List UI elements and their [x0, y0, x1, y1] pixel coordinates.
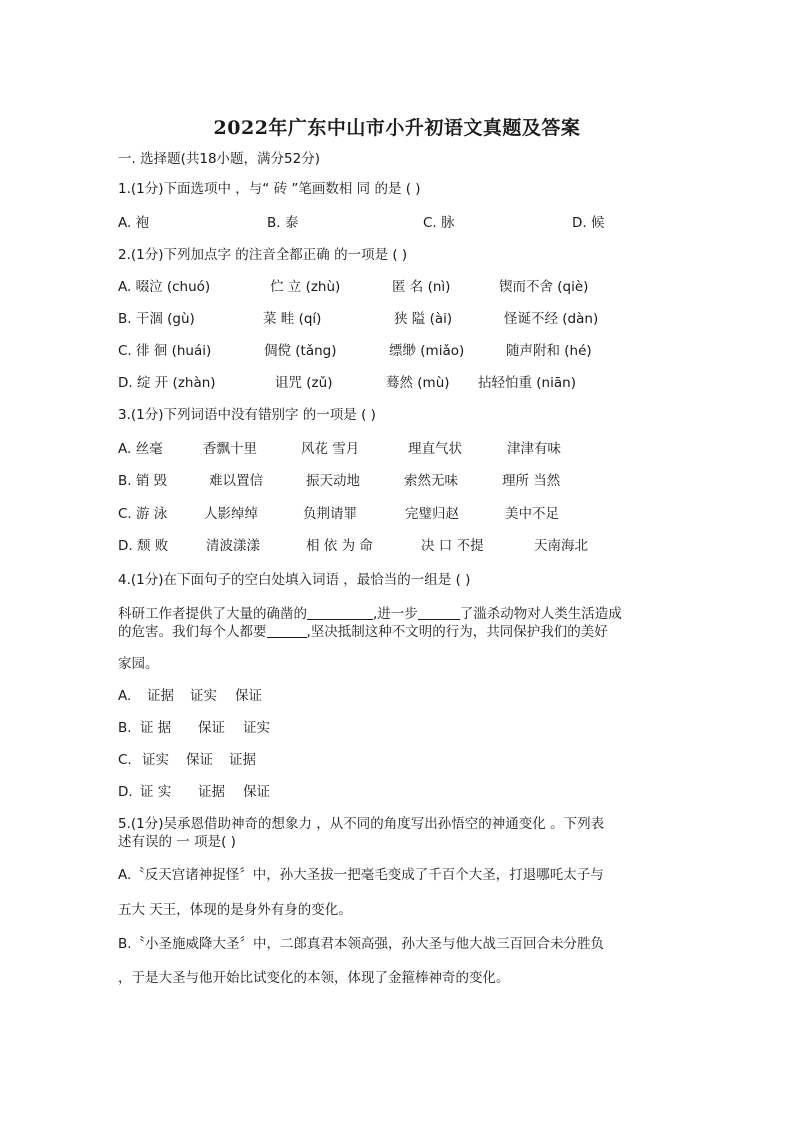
- question-5-option-b: B.〝小圣施威降大圣〞中，二郎真君本领高强，孙大圣与他大战三百回合未分胜负: [118, 936, 605, 952]
- passage-text: 科研工作者提供了大量的确凿的: [118, 606, 307, 622]
- option-d-word-3: 相 依 为 命: [306, 538, 373, 554]
- option-d-word-4: 决 口 不提: [421, 538, 484, 554]
- option-d: D. 候: [572, 215, 605, 231]
- option-letter: B.: [118, 720, 132, 736]
- document-title: 2022年广东中山市小升初语文真题及答案: [213, 117, 581, 139]
- question-5-option-a: A.〝反天宫诸神捉怪〞中，孙大圣拔一把毫毛变成了千百个大圣，打退哪吒太子与: [118, 867, 604, 883]
- question-4-passage-line: 家园。: [118, 656, 159, 672]
- passage-text: 的危害。我们每个人都要: [118, 624, 267, 640]
- option-c-word-1: C. 游 泳: [118, 506, 168, 522]
- option-d-word-1: D. 绽 开 (zhàn): [118, 375, 216, 391]
- passage-text: 了滥杀动物对人类生活造成: [459, 606, 622, 622]
- option-b-word-3: 振天动地: [306, 473, 360, 489]
- option-c-word-2: 倜傥 (tǎng): [264, 343, 337, 359]
- option-b-word-1: B. 销 毁: [118, 473, 168, 489]
- option-b-word-1: B. 干涸 (gù): [118, 311, 195, 327]
- option-c: C. 脉: [423, 215, 455, 231]
- option-b-word-3: 狭 隘 (ài): [394, 311, 453, 327]
- option-a-word-1: A. 丝毫: [118, 441, 163, 457]
- option-c-word-1: C. 徘 徊 (huái): [118, 343, 212, 359]
- fill-blank-3: [267, 624, 307, 638]
- option-word-1: 证据: [147, 688, 174, 704]
- fill-blank-2: [418, 606, 460, 620]
- question-1-stem: 1.(1分)下面选项中 ，与“ 砖 ”笔画数相 同 的是 ( ): [118, 181, 421, 197]
- question-4-stem: 4.(1分)在下面句子的空白处填入词语 ，最恰当的一组是 ( ): [118, 572, 471, 588]
- question-2-stem: 2.(1分)下列加点字 的注音全都正确 的一项是 ( ): [118, 247, 408, 263]
- option-word-1: 证 据: [140, 720, 172, 736]
- option-word-2: 证实: [190, 688, 217, 704]
- option-c-word-4: 完璧归赵: [405, 506, 459, 522]
- option-word-2: 保证: [186, 752, 213, 768]
- option-c-word-3: 负荆请罪: [303, 506, 357, 522]
- option-b-word-4: 索然无味: [404, 473, 458, 489]
- question-4-passage-line: [118, 623, 608, 641]
- section-heading: 一. 选择题(共18小题，满分52分): [118, 151, 320, 167]
- option-word-1: 证 实: [140, 784, 172, 800]
- option-word-3: 保证: [235, 688, 262, 704]
- passage-text: ,坚决抵制这种不文明的行为，共同保护我们的美好: [306, 624, 608, 640]
- option-letter: C.: [118, 752, 132, 768]
- option-d-word-5: 天南海北: [534, 538, 588, 554]
- option-d-word-2: 清波漾漾: [206, 538, 260, 554]
- option-a-word-3: 风花 雪月: [301, 441, 360, 457]
- option-letter: D.: [118, 784, 133, 800]
- option-b-word-2: 菜 畦 (qí): [263, 311, 322, 327]
- option-a: A. 袍: [118, 215, 150, 231]
- option-d-word-2: 诅咒 (zǔ): [275, 375, 333, 391]
- question-5-option-b: ，于是大圣与他开始比试变化的本领，体现了金箍棒神奇的变化。: [118, 970, 510, 986]
- option-b-word-4: 怪诞不经 (dàn): [504, 311, 599, 327]
- option-b-word-5: 理所 当然: [502, 473, 561, 489]
- fill-blank-1: [307, 606, 373, 620]
- option-a-word-1: A. 啜泣 (chuó): [118, 279, 211, 295]
- option-a-word-3: 匿 名 (nì): [392, 279, 451, 295]
- option-b: B. 泰: [267, 215, 299, 231]
- question-3-stem: 3.(1分)下列词语中没有错别字 的一项是 ( ): [118, 407, 376, 423]
- option-word-3: 证实: [243, 720, 270, 736]
- question-5-stem: 述有误的 一 项是( ): [118, 834, 236, 850]
- option-d-word-3: 蓦然 (mù): [386, 375, 450, 391]
- option-a-word-4: 锲而不舍 (qiè): [499, 279, 589, 295]
- option-word-3: 证据: [229, 752, 256, 768]
- option-word-3: 保证: [243, 784, 270, 800]
- option-d-word-4: 拈轻怕重 (niān): [478, 375, 576, 391]
- option-c-word-2: 人影绰绰: [204, 506, 258, 522]
- option-word-1: 证实: [142, 752, 169, 768]
- option-word-2: 证据: [198, 784, 225, 800]
- option-a-word-2: 香飘十里: [203, 441, 257, 457]
- question-5-option-a: 五大 天王，体现的是身外有身的变化。: [118, 902, 352, 918]
- question-5-stem: 5.(1分)吴承恩借助神奇的想象力 ，从不同的角度写出孙悟空的神通变化 。下列表: [118, 816, 605, 832]
- option-a-word-2: 伫 立 (zhù): [270, 279, 341, 295]
- option-word-2: 保证: [198, 720, 225, 736]
- option-c-word-3: 缥缈 (miǎo): [389, 343, 465, 359]
- option-letter: A.: [118, 688, 132, 704]
- option-c-word-5: 美中不足: [505, 506, 559, 522]
- option-b-word-2: 难以置信: [209, 473, 263, 489]
- option-a-word-5: 津津有味: [507, 441, 561, 457]
- option-d-word-1: D. 颓 败: [118, 538, 169, 554]
- option-c-word-4: 随声附和 (hé): [506, 343, 592, 359]
- passage-text: ,进一步: [373, 606, 418, 622]
- option-a-word-4: 理直气状: [408, 441, 462, 457]
- question-4-passage-line: [118, 605, 622, 623]
